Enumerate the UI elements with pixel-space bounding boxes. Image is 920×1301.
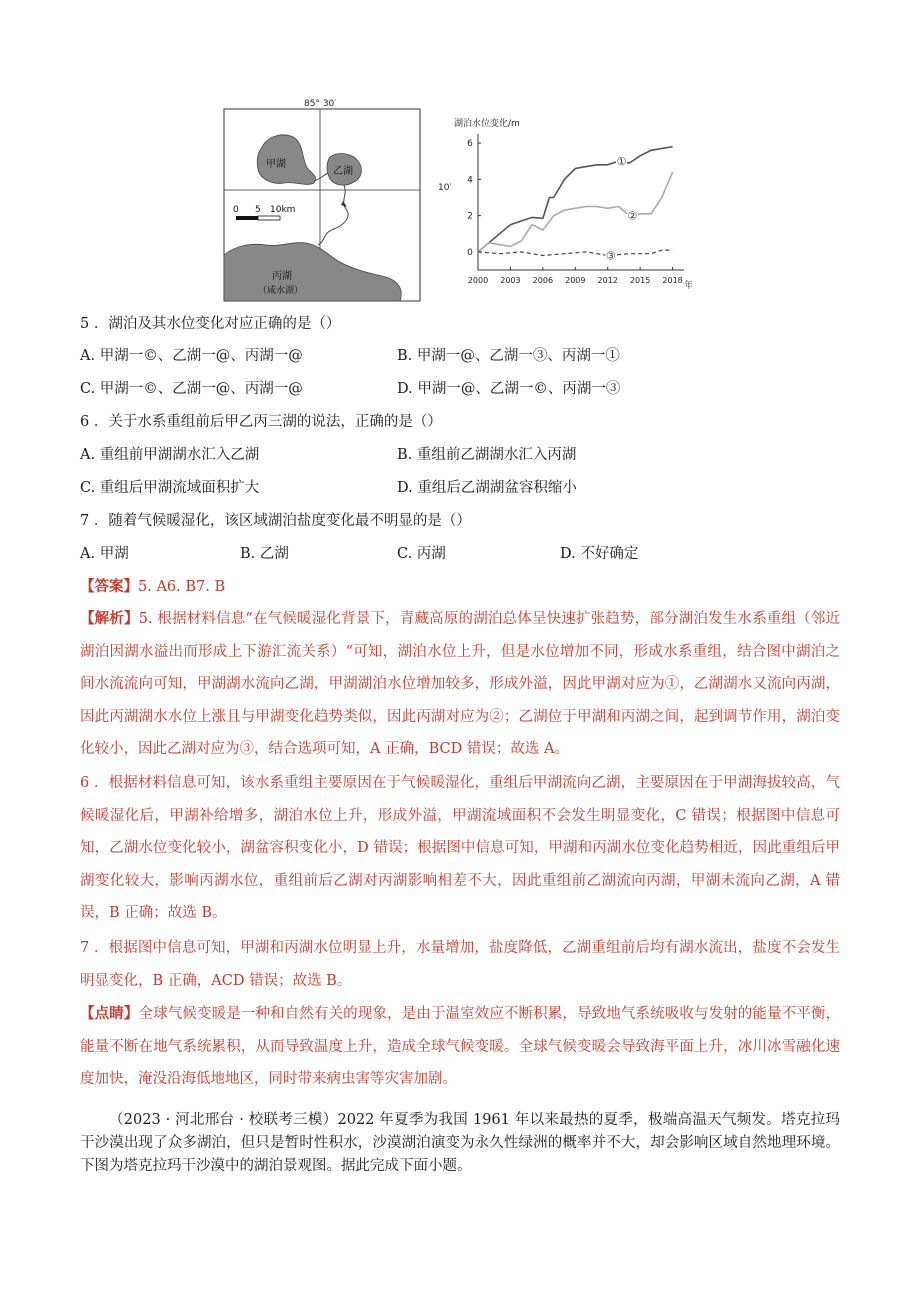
scale-bar-black: [236, 216, 258, 220]
q7-option-c[interactable]: C. 丙湖: [397, 546, 446, 562]
q5-stem: 5 ．湖泊及其水位变化对应正确的是（）: [80, 316, 341, 332]
longitude-label: 85° 30′: [304, 99, 337, 109]
tip-paragraph: [80, 998, 840, 1096]
scale-bar-white: [258, 216, 280, 220]
scale-zero: 0: [233, 205, 239, 215]
q5-option-b[interactable]: B. 甲湖一@、乙湖一③、丙湖一①: [397, 348, 620, 364]
chart-y-tick-label: 2: [467, 211, 473, 222]
analysis-q7: 7 ．根据图中信息可知，甲湖和丙湖水位明显上升，水量增加，盐度降低，乙湖重组前后均有湖水流出，盐度不会发生明显变化，B 正确，ACD 错误；故选 B。: [80, 940, 840, 989]
q6-option-c[interactable]: C. 重组后甲湖流域面积扩大: [80, 480, 260, 496]
chart-x-tick-label: 2003: [500, 276, 521, 285]
tip-tag: 【点睛】: [80, 1005, 139, 1022]
analysis-tag: 【解析】: [80, 610, 139, 627]
q5-option-c[interactable]: C. 甲湖一©、乙湖一@、丙湖一@: [80, 381, 303, 397]
answer-text: 5. A6. B7. B: [138, 579, 226, 595]
q7-option-b[interactable]: B. 乙湖: [240, 546, 289, 562]
q7-option-d[interactable]: D. 不好确定: [560, 546, 639, 562]
chart-series-line: [478, 250, 673, 255]
chart-y-tick-label: 6: [467, 139, 473, 150]
q6-option-b[interactable]: B. 重组前乙湖湖水汇入丙湖: [397, 447, 577, 463]
chart-series-label: ③: [605, 249, 616, 263]
q5-option-a[interactable]: A. 甲湖一©、乙湖一@、丙湖一@: [80, 348, 303, 364]
q7-stem: 7 ．随着气候暖湿化，该区域湖泊盐度变化最不明显的是（）: [80, 513, 471, 529]
tip-text: 全球气候变暖是一种和自然有关的现象，是由于温室效应不断积累，导致地气系统吸收与发射的能量不平衡，能量不断在地气系统累积，从而导致温度上升，造成全球气候变暖。全球气候变暖会导致海平面上升，冰川冰雪融化速度加快，淹没沿海低地地区，同时带来病虫害等灾害加剧。: [80, 1006, 841, 1087]
chart-y-tick-label: 4: [467, 175, 473, 186]
lake-yi-label: 乙湖: [333, 166, 353, 177]
chart-side-label: 10′: [438, 183, 452, 193]
lake-bing-note: （咸水湖）: [258, 286, 304, 296]
chart-series-label: ①: [616, 155, 627, 169]
lake-bing-label: 丙湖: [272, 271, 292, 282]
chart-x-tick-label: 2009: [565, 276, 586, 285]
chart-series-line: [478, 147, 673, 252]
lake-map: [222, 95, 422, 305]
next-material: （2023 · 河北邢台 · 校联考三模）2022 年夏季为我国 1961 年以来最热的夏季，极端高温天气频发。塔克拉玛干沙漠出现了众多湖泊，但只是暂时性积水，沙漠湖泊演变为永久性绿洲的概率并不大，却会影响区域自然地理环境。下图为塔克拉玛干沙漠中的湖泊景观图。据此完成下面小题。: [80, 1112, 840, 1174]
scale-ten: 10km: [270, 205, 296, 215]
chart-title: 湖泊水位变化/m: [454, 119, 520, 129]
chart-x-tick-label: 2000: [467, 276, 489, 285]
analysis-q5: [80, 603, 840, 766]
water-level-chart: [434, 108, 704, 298]
analysis-q6: 6 ．根据材料信息可知，该水系重组主要原因在于气候暖湿化，重组后甲湖流向乙湖，主要原因在于甲湖海拔较高，气候暖湿化后，甲湖补给增多，湖泊水位上升，形成外溢，甲湖流域面积不会发生明显变化，C 错误；根据图中信息可知，乙湖水位变化较小，湖盆容积变化小，D 错误；根据图中信息可知，甲湖和丙湖水位变化趋势相近，因此重组后甲湖变化较大，影响丙湖水位，重组前后乙湖对丙湖影响相差不大，因此重组前乙湖流向丙湖，甲湖未流向乙湖，A 错误，B 正确；故选 B。: [80, 775, 840, 921]
chart-series-label: ②: [627, 209, 638, 223]
q5-option-d[interactable]: D. 甲湖一@、乙湖一©、丙湖一③: [397, 381, 621, 397]
q6-stem: 6 ．关于水系重组前后甲乙丙三湖的说法，正确的是（）: [80, 414, 442, 430]
q6-option-d[interactable]: D. 重组后乙湖湖盆容积缩小: [397, 480, 577, 496]
chart-x-tick-label: 2015: [629, 276, 651, 285]
scale-five: 5: [255, 205, 261, 215]
chart-xlabel: 年: [684, 281, 694, 291]
q6-option-a[interactable]: A. 重组前甲湖湖水汇入乙湖: [80, 447, 260, 463]
lake-jia-label: 甲湖: [266, 159, 286, 170]
analysis-q5-text: 5. 根据材料信息“在气候暖湿化背景下，青藏高原的湖泊总体呈快速扩张趋势，部分湖泊发生水系重组（邻近湖泊因湖水溢出而形成上下游汇流关系）“可知，湖泊水位上升，但是水位增加不同，形成水系重组，结合图中湖泊之间水流流向可知，甲湖湖水流向乙湖，甲湖湖泊水位增加较多，形成外溢，因此甲湖对应为①，乙湖湖水又流向丙湖，因此丙湖湖水水位上涨且与甲湖变化趋势类似，因此丙湖对应为②；乙湖位于甲湖和丙湖之间，起到调节作用，湖泊变化较小，因此乙湖对应为③，结合选项可知，A 正确，BCD 错误；故选 A。: [80, 611, 840, 757]
chart-x-tick-label: 2018: [662, 276, 683, 285]
answer-line: [80, 577, 225, 597]
chart-x-tick-label: 2012: [597, 276, 618, 285]
chart-x-tick-label: 2006: [532, 276, 554, 285]
answer-tag: 【答案】: [80, 578, 138, 595]
q7-option-a[interactable]: A. 甲湖: [80, 546, 129, 562]
chart-series-line: [478, 172, 673, 252]
chart-y-tick-label: 0: [467, 247, 473, 258]
